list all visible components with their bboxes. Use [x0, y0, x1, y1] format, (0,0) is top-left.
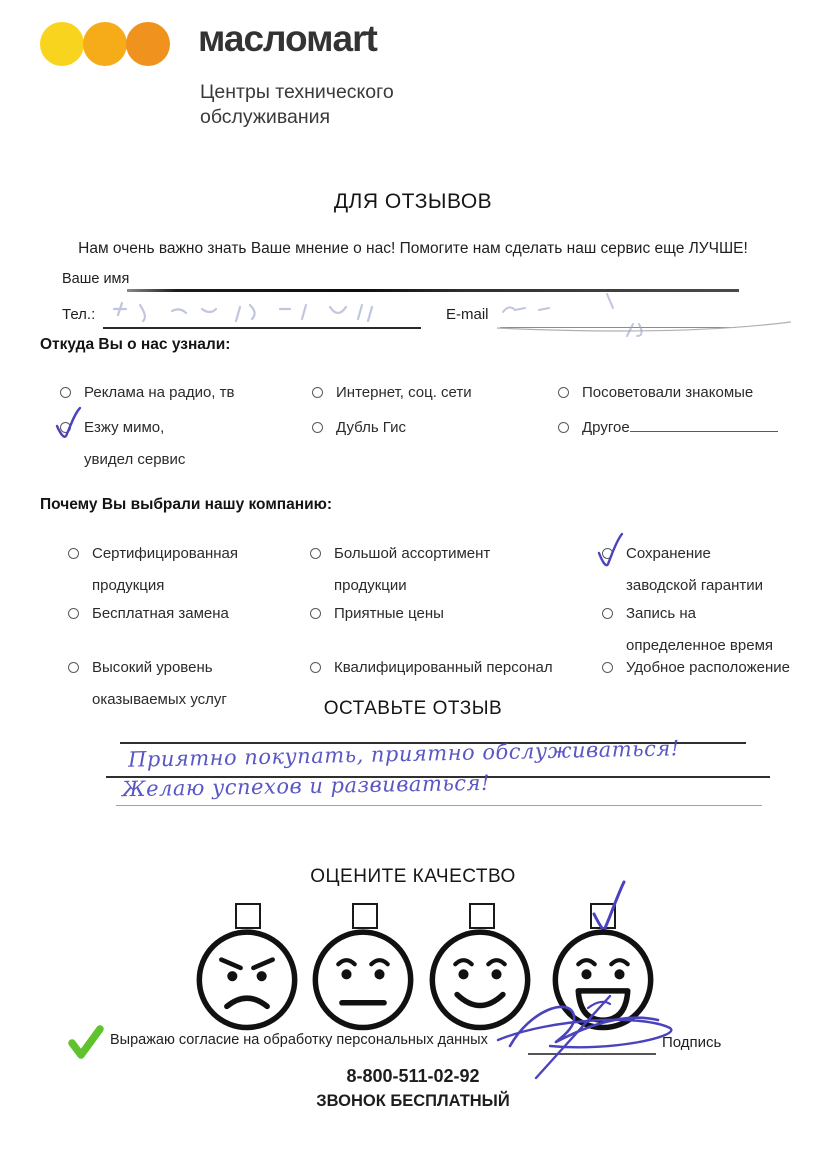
pen-checkmark-icon — [594, 531, 624, 573]
radio-circle[interactable] — [310, 662, 321, 673]
radio-circle[interactable] — [602, 608, 613, 619]
option-high-service-level[interactable] — [602, 538, 772, 602]
option-label: Сохранение заводской гарантии — [626, 545, 763, 594]
form-title: ДЛЯ ОТЗЫВОВ — [333, 190, 493, 213]
option-label: Интернет, соц. сети — [336, 384, 472, 401]
option-other[interactable] — [558, 412, 798, 444]
intro-text: Нам очень важно знать Ваше мнение о нас! Помогите нам сделать наш сервис еще ЛУЧШЕ! — [78, 240, 748, 257]
option-friends[interactable] — [558, 377, 788, 409]
source-question-heading: Откуда Вы о нас узнали: — [40, 336, 231, 353]
radio-circle[interactable] — [60, 387, 71, 398]
smiley-angry-icon — [192, 923, 302, 1033]
brand-subtitle — [200, 80, 394, 131]
option-label: Высокий уровень оказываемых услуг — [92, 659, 227, 708]
radio-circle[interactable] — [558, 422, 569, 433]
logo-dot-orange — [126, 22, 170, 66]
signature-label: Подпись — [662, 1034, 722, 1051]
option-convenient-location[interactable] — [602, 652, 822, 684]
option-radio-tv[interactable] — [60, 377, 280, 409]
handwritten-review-line1: Приятно покупать, приятно обслуживаться! — [127, 736, 680, 772]
other-input-line[interactable] — [630, 414, 778, 432]
option-label: Запись на определенное время — [626, 605, 774, 654]
brand-subtitle-line2: обслуживания — [200, 106, 331, 129]
rating-heading: ОЦЕНИТЕ КАЧЕСТВО — [310, 866, 516, 887]
option-label: Большой ассортимент продукции — [334, 545, 491, 594]
option-certified-products[interactable] — [68, 538, 248, 602]
handwritten-review-line2: Желаю успехов и развиваться! — [121, 770, 491, 802]
radio-circle[interactable] — [68, 548, 79, 559]
email-handwriting — [495, 292, 795, 340]
tel-field-label: Тел.: — [62, 306, 96, 323]
option-label: Другое — [582, 412, 778, 444]
option-label: Удобное расположение — [626, 659, 790, 676]
option-label: Бесплатная замена — [92, 605, 229, 622]
option-drive-by[interactable] — [60, 412, 210, 476]
radio-circle[interactable] — [310, 548, 321, 559]
review-heading: ОСТАВЬТЕ ОТЗЫВ — [323, 698, 503, 719]
option-label: Посоветовали знакомые — [582, 384, 754, 401]
consent-text: Выражаю согласие на обработку персональных данных — [110, 1032, 488, 1048]
radio-circle[interactable] — [310, 608, 321, 619]
smiley-neutral-icon — [308, 923, 418, 1033]
name-field-label: Ваше имя — [62, 271, 130, 287]
option-label: Квалифицированный персонал — [334, 659, 553, 676]
option-nice-prices[interactable] — [310, 598, 520, 630]
reason-question-heading: Почему Вы выбрали нашу компанию: — [40, 496, 333, 513]
option-appointment-time[interactable] — [310, 652, 590, 684]
consent-checkmark-icon[interactable] — [66, 1024, 106, 1062]
email-field-label: E-mail — [446, 306, 489, 323]
radio-circle[interactable] — [312, 387, 323, 398]
radio-circle[interactable] — [602, 662, 613, 673]
footer-phone: 8-800-511-02-92 — [346, 1066, 480, 1086]
option-label: Дубль Гис — [336, 419, 406, 436]
option-big-assortment[interactable] — [310, 538, 510, 602]
footer-phone-note: ЗВОНОК БЕСПЛАТНЫЙ — [316, 1092, 510, 1110]
option-internet[interactable] — [312, 377, 532, 409]
option-label: Приятные цены — [334, 605, 444, 622]
option-label: Езжу мимо, увидел сервис — [84, 419, 186, 468]
tel-input-line[interactable] — [103, 327, 421, 329]
radio-circle[interactable] — [68, 662, 79, 673]
radio-circle[interactable] — [68, 608, 79, 619]
review-line-3[interactable] — [116, 805, 762, 806]
brand-name: масломart — [198, 18, 377, 59]
logo-dot-amber — [83, 22, 127, 66]
logo-dot-yellow — [40, 22, 84, 66]
pen-checkmark-icon — [52, 405, 82, 445]
tel-handwriting — [110, 297, 410, 327]
option-label: Реклама на радио, тв — [84, 384, 235, 401]
brand-subtitle-line1: Центры технического — [200, 81, 394, 103]
option-2gis[interactable] — [312, 412, 532, 444]
radio-circle[interactable] — [558, 387, 569, 398]
radio-circle[interactable] — [312, 422, 323, 433]
option-label: Сертифицированная продукция — [92, 545, 238, 594]
option-free-replacement[interactable] — [68, 598, 278, 630]
